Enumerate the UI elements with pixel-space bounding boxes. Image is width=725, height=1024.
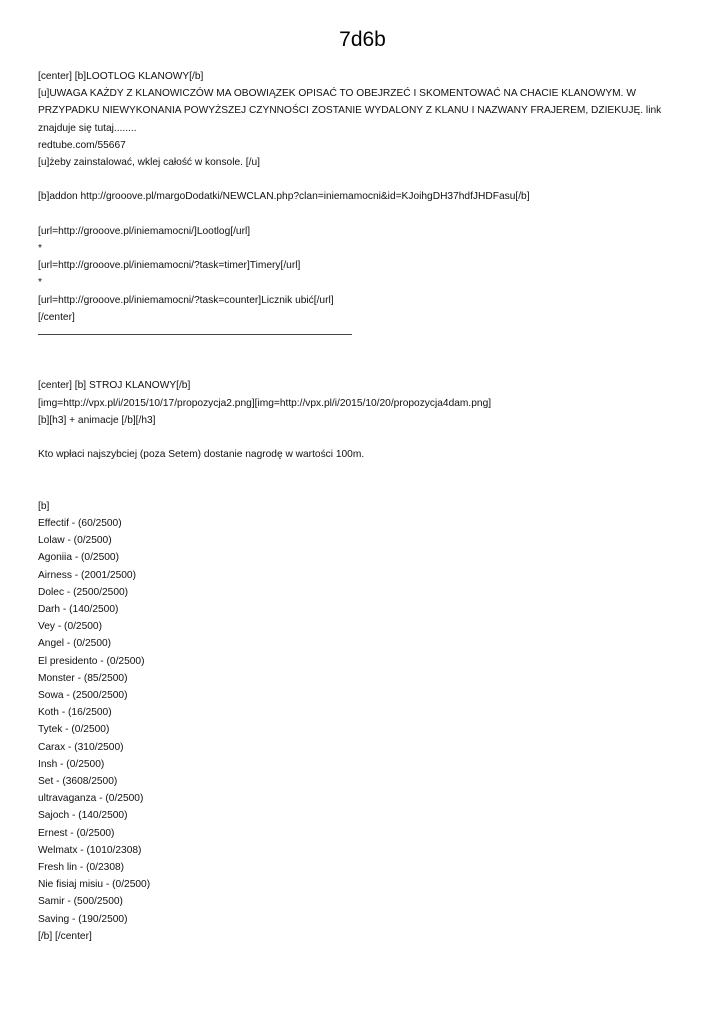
contribution-item: Airness - (2001/2500) xyxy=(38,569,136,581)
spacer xyxy=(38,171,688,188)
contribution-item: Sowa - (2500/2500) xyxy=(38,690,128,701)
stroj-heading: [center] [b] STROJ KLANOWY[/b] xyxy=(38,380,191,392)
spacer xyxy=(38,463,688,480)
lootlog-link: [url=http://grooove.pl/iniemamocni/]Lootlog[/url] xyxy=(38,225,251,237)
contribution-item: Samir - (500/2500) xyxy=(38,896,123,908)
contribution-item: Koth - (16/2500) xyxy=(38,707,112,719)
licznik-link: [url=http://grooove.pl/iniemamocni/?task=counter]Licznik ubić[/url] xyxy=(38,294,334,306)
document-body xyxy=(38,68,688,945)
bold-open: [b] xyxy=(38,500,50,512)
page-title: 7d6b xyxy=(339,28,386,51)
contribution-item: Saving - (190/2500) xyxy=(38,913,128,925)
bold-close: [/b] [/center] xyxy=(38,930,92,942)
contribution-item: Dolec - (2500/2500) xyxy=(38,586,129,598)
contribution-item: Ernest - (0/2500) xyxy=(38,827,115,839)
contribution-item: Fresh lin - (0/2308) xyxy=(38,862,125,874)
spacer xyxy=(38,343,688,360)
contribution-item: Carax - (310/2500) xyxy=(38,741,124,753)
addon-line: [b]addon http://grooove.pl/margoDodatki/NEWCLAN.php?clan=iniemamocni&id=KJoihgDH37hdfJHDFasu[/b] xyxy=(38,191,530,203)
contribution-item: Agoniia - (0/2500) xyxy=(38,552,119,564)
contribution-item: Darh - (140/2500) xyxy=(38,603,119,615)
contribution-item: Set - (3608/2500) xyxy=(38,776,118,788)
warning-link: redtube.com/55667 xyxy=(38,139,126,151)
contribution-item: Sajoch - (140/2500) xyxy=(38,810,128,822)
spacer xyxy=(38,429,688,446)
contribution-item: ultravaganza - (0/2500) xyxy=(38,793,144,805)
reward-line: Kto wpłaci najszybciej (poza Setem) dostanie nagrodę w wartości 100m. xyxy=(38,449,365,461)
separator-star: * xyxy=(38,277,42,289)
timery-link: [url=http://grooove.pl/iniemamocni/?task=timer]Timery[/url] xyxy=(38,260,301,272)
contribution-item: Vey - (0/2500) xyxy=(38,621,102,633)
contribution-item: Nie fisiaj misiu - (0/2500) xyxy=(38,879,151,891)
install-note: [u]żeby zainstalować, wklej całość w konsole. [/u] xyxy=(38,157,260,169)
contribution-item: Lolaw - (0/2500) xyxy=(38,535,112,547)
lootlog-heading: [center] [b]LOOTLOG KLANOWY[/b] xyxy=(38,71,204,82)
spacer xyxy=(38,206,688,223)
contribution-item: Insh - (0/2500) xyxy=(38,758,105,770)
contribution-item: Angel - (0/2500) xyxy=(38,638,112,650)
warning-paragraph: [u]UWAGA KAŻDY Z KLANOWICZÓW MA OBOWIĄZEK OPISAĆ TO OBEJRZEĆ I SKOMENTOWAĆ NA CHACIE KLANOWYM. W PRZYPADKU NIEWYKONANIA POWYŻSZEJ CZYNNOŚCI ZOSTANIE WYDALONY Z KLANU I NAZWANY FRAJEREM, DZIEKUJĘ. link znajduje się tutaj........ xyxy=(38,88,662,134)
spacer xyxy=(38,360,688,377)
image-tags: [img=http://vpx.pl/i/2015/10/17/propozycja2.png][img=http://vpx.pl/i/2015/10/20/propozycja4dam.png] xyxy=(38,397,492,409)
spacer xyxy=(38,481,688,498)
contribution-item: El presidento - (0/2500) xyxy=(38,655,145,667)
animation-line: [b][h3] + animacje [/b][/h3] xyxy=(38,414,156,426)
contribution-item: Effectif - (60/2500) xyxy=(38,517,122,529)
contribution-item: Monster - (85/2500) xyxy=(38,672,128,684)
horizontal-rule xyxy=(38,334,352,335)
separator-star: * xyxy=(38,243,42,254)
contribution-item: Welmatx - (1010/2308) xyxy=(38,844,142,856)
center-close: [/center] xyxy=(38,311,75,323)
contribution-item: Tytek - (0/2500) xyxy=(38,724,110,736)
contribution-list xyxy=(38,515,688,928)
